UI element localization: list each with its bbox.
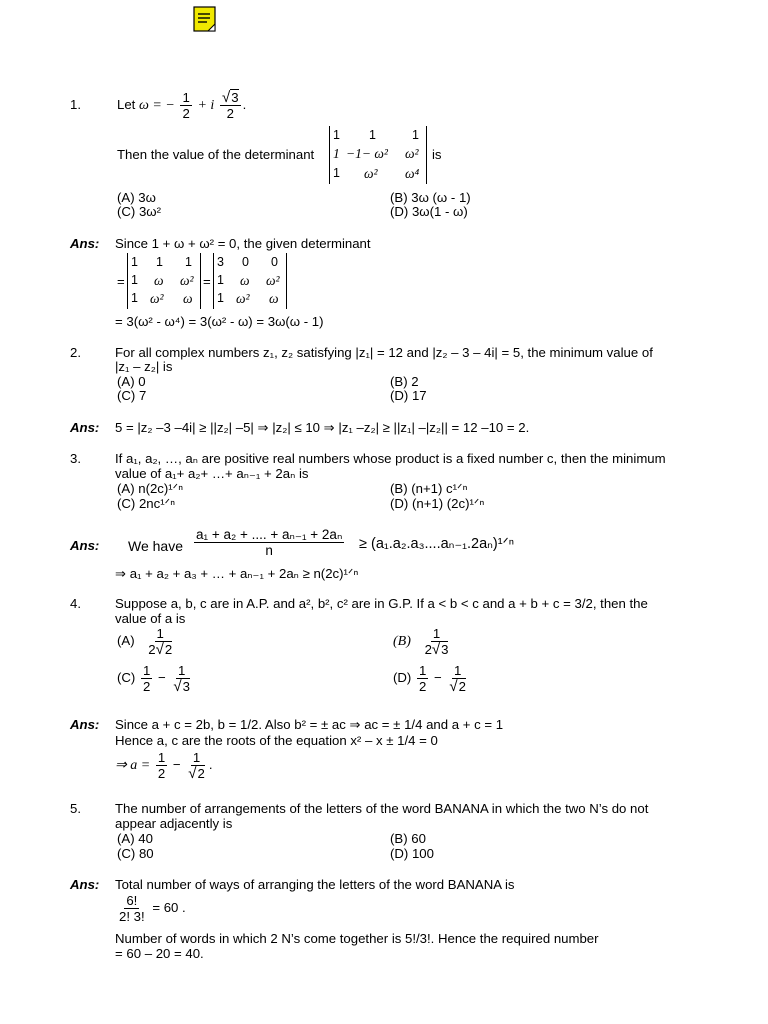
a1-det-right: 3 0 0 1 ω ω² 1 ω² ω: [213, 253, 287, 309]
q3-line1: If a₁, a₂, …, aₙ are positive real numbers whose product is a fixed number c, then the minimum: [115, 451, 666, 466]
q3-option-b: (B) (n+1) c¹ᐟⁿ: [390, 481, 468, 496]
a4-line1: Since a + c = 2b, b = 1/2. Also b² = ± ac ⇒ ac = ± 1/4 and a + c = 1: [115, 717, 504, 732]
a2-label: Ans:: [70, 420, 100, 435]
q1-plus-i: + i: [197, 97, 215, 113]
q1-half: $\frac{1}{2}$: [182, 90, 190, 121]
q1-option-b: (B) 3ω (ω - 1): [390, 190, 471, 205]
a1-label: Ans:: [70, 236, 100, 251]
q4-option-c: (C) $\frac{1}{2}$ − $\frac{1}{√3}$: [117, 663, 190, 695]
q2-option-b: (B) 2: [390, 374, 419, 389]
q5-option-d: (D) 100: [390, 846, 434, 861]
q1-let: Let: [117, 96, 136, 112]
a2-text: 5 = |z₂ –3 –4i| ≥ ||z₂| –5| ⇒ |z₂| ≤ 10 ⇒ |z₁ –z₂| ≥ ||z₁| –|z₂|| = 12 –10 = 2.: [115, 420, 530, 435]
a5-fraction: $\frac{6!}{2! 3!}$ = 60 .: [119, 893, 186, 924]
q2-option-d: (D) 17: [390, 388, 427, 403]
q3-option-d: (D) (n+1) (2c)¹ᐟⁿ: [390, 496, 485, 511]
a1-eq-left: =: [117, 274, 125, 289]
a3-label: Ans:: [70, 538, 100, 553]
q3-line2: value of a₁+ a₂+ …+ aₙ₋₁ + 2aₙ is: [115, 466, 309, 481]
a3-fraction: $\frac{\text{a₁ + a₂ + .... + aₙ₋₁ + 2aₙ}}{n}$: [196, 527, 343, 558]
a5-line3: = 60 – 20 = 40.: [115, 946, 204, 961]
q1-omega-lhs: ω = −: [139, 97, 175, 113]
q1-option-a: (A) 3ω: [117, 190, 156, 205]
q1-det-intro: Then the value of the determinant: [117, 147, 315, 162]
a4-line2: Hence a, c are the roots of the equation x² – x ± 1/4 = 0: [115, 733, 438, 748]
a4-result: ⇒ a = $\frac{1}{2}$ − $\frac{1}{√2}$ .: [115, 750, 213, 782]
q5-option-b: (B) 60: [390, 831, 426, 846]
q4-line1: Suppose a, b, c are in A.P. and a², b², c² are in G.P. If a < b < c and a + b + c = 3/2, then the: [115, 596, 648, 611]
a4-label: Ans:: [70, 717, 100, 732]
q4-line2: value of a is: [115, 611, 186, 626]
note-icon: [193, 6, 216, 32]
q1-option-d: (D) 3ω(1 - ω): [390, 204, 468, 219]
a5-line1: Total number of ways of arranging the letters of the word BANANA is: [115, 877, 515, 892]
a3-we-have: We have: [128, 538, 183, 554]
q5-number: 5.: [70, 801, 81, 816]
q3-number: 3.: [70, 451, 81, 466]
q1-sqrt3-over-2: $\frac{√3}{2}$: [222, 89, 239, 121]
q2-number: 2.: [70, 345, 81, 360]
q2-line2: |z₁ – z₂| is: [115, 359, 173, 374]
q5-line1: The number of arrangements of the letters of the word BANANA in which the two N’s do not: [115, 801, 649, 816]
a5-label: Ans:: [70, 877, 100, 892]
a3-line2: ⇒ a₁ + a₂ + a₃ + … + aₙ₋₁ + 2aₙ ≥ n(2c)¹ᐟⁿ: [115, 566, 359, 581]
q4-number: 4.: [70, 596, 81, 611]
q3-option-a: (A) n(2c)¹ᐟⁿ: [117, 481, 184, 496]
q2-option-a: (A) 0: [117, 374, 146, 389]
a1-result: = 3(ω² - ω⁴) = 3(ω² - ω) = 3ω(ω - 1): [115, 314, 324, 329]
q5-option-c: (C) 80: [117, 846, 154, 861]
a5-line2: Number of words in which 2 N’s come together is 5!/3!. Hence the required number: [115, 931, 599, 946]
q5-line2: appear adjacently is: [115, 816, 233, 831]
q1-number: 1.: [70, 97, 81, 112]
q4-option-a: (A) $\frac{1}{2√2}$: [117, 626, 173, 658]
a3-rhs: ≥ (a₁.a₂.a₃....aₙ₋₁.2aₙ)¹ᐟⁿ: [359, 536, 515, 552]
q4-option-b: (B) $\frac{1}{2√3}$: [393, 626, 449, 658]
a1-eq-mid: =: [203, 274, 211, 289]
q2-option-c: (C) 7: [117, 388, 147, 403]
q4-option-d: (D) $\frac{1}{2}$ − $\frac{1}{√2}$: [393, 663, 466, 695]
q1-option-c: (C) 3ω²: [117, 204, 161, 219]
q3-option-c: (C) 2nc¹ᐟⁿ: [117, 496, 176, 511]
q1-det-is: is: [432, 147, 442, 162]
q2-line1: For all complex numbers z₁, z₂ satisfying |z₁| = 12 and |z₂ – 3 – 4i| = 5, the minimum value of: [115, 345, 653, 360]
q1-determinant: 1 1 1 1 −1− ω² ω² 1 ω² ω⁴: [329, 126, 427, 184]
q1-let-line: Let ω = − $\frac{1}{2}$ + i $\frac{√3}{2}$ .: [117, 89, 247, 121]
a1-det-left: 1 1 1 1 ω ω² 1 ω² ω: [127, 253, 201, 309]
a1-line1: Since 1 + ω + ω² = 0, the given determinant: [115, 236, 371, 251]
q5-option-a: (A) 40: [117, 831, 153, 846]
